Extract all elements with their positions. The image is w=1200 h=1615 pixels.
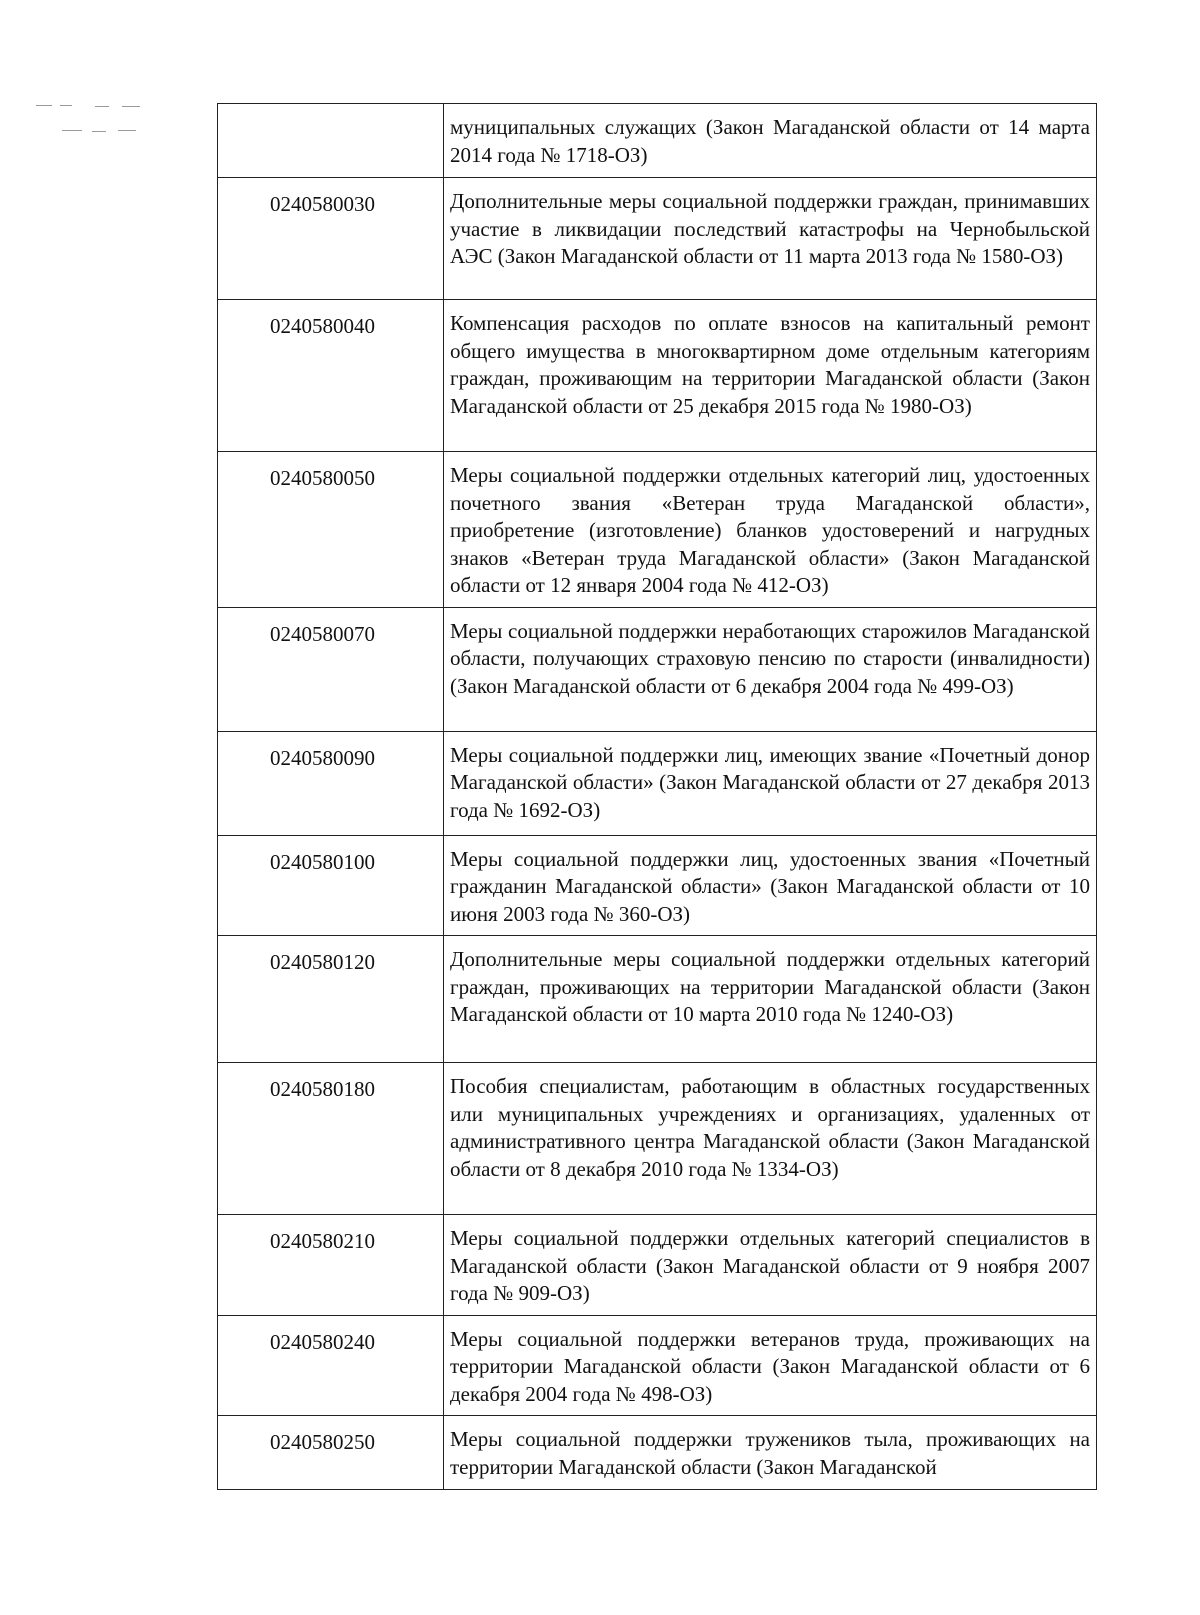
row-code: 0240580050 bbox=[270, 466, 375, 490]
row-code: 0240580030 bbox=[270, 192, 375, 216]
budget-items-table bbox=[217, 103, 1097, 1490]
row-code: 0240580240 bbox=[270, 1329, 375, 1354]
table-row bbox=[218, 607, 1097, 731]
row-description: Меры социальной поддержки ветеранов труда, проживающих на территории Магаданской области (Закон Магаданской области от 6 декабря 2004 года № 498-ОЗ) bbox=[450, 1326, 1090, 1406]
table-row bbox=[218, 452, 1097, 608]
table-row bbox=[218, 835, 1097, 936]
row-code: 0240580210 bbox=[270, 1229, 375, 1253]
row-code bbox=[218, 104, 443, 116]
row-description: Компенсация расходов по оплате взносов на капитальный ремонт общего имущества в многоквартирном доме отдельным категориям граждан, проживающим на территории Магаданской области (Закон Магаданской области от 25 декабря 2015 года № 1980-ОЗ) bbox=[450, 311, 1090, 418]
table-row bbox=[218, 1416, 1097, 1490]
table-row bbox=[218, 1215, 1097, 1316]
table-row bbox=[218, 300, 1097, 452]
table-row bbox=[218, 104, 1097, 178]
row-description: Меры социальной поддержки отдельных категорий лиц, удостоенных почетного звания «Ветеран труда Магаданской области», приобретение (изготовление) бланков удостоверений и нагрудных знаков «Ветеран труда Магаданской области» (Закон Магаданской области от 12 января 2004 года № 412-ОЗ) bbox=[450, 463, 1090, 597]
row-description: Пособия специалистам, работающим в областных государственных или муниципальных учреждениях и организациях, удаленных от административного центра Магаданской области (Закон Магаданской области от 8 декабря 2010 года № 1334-ОЗ) bbox=[450, 1074, 1090, 1181]
row-code: 0240580070 bbox=[270, 621, 375, 646]
table-row bbox=[218, 936, 1097, 1063]
table-row bbox=[218, 1063, 1097, 1215]
row-description: Дополнительные меры социальной поддержки отдельных категорий граждан, проживающих на территории Магаданской области (Закон Магаданской области от 10 марта 2010 года № 1240-ОЗ) bbox=[450, 947, 1090, 1026]
row-code: 0240580250 bbox=[270, 1430, 375, 1454]
row-code: 0240580120 bbox=[270, 950, 375, 974]
row-code: 0240580100 bbox=[270, 849, 375, 874]
row-description: муниципальных служащих (Закон Магаданской области от 14 марта 2014 года № 1718-ОЗ) bbox=[450, 115, 1090, 167]
row-description: Меры социальной поддержки неработающих старожилов Магаданской области, получающих страховую пенсию по старости (инвалидности) (Закон Магаданской области от 6 декабря 2004 года № 499-ОЗ) bbox=[450, 618, 1090, 698]
table-row bbox=[218, 731, 1097, 835]
row-code: 0240580090 bbox=[270, 745, 375, 770]
row-description: Меры социальной поддержки лиц, удостоенных звания «Почетный гражданин Магаданской области» (Закон Магаданской области от 10 июня 2003 года № 360-ОЗ) bbox=[450, 846, 1090, 926]
row-code: 0240580040 bbox=[270, 314, 375, 338]
row-description: Меры социальной поддержки лиц, имеющих звание «Почетный донор Магаданской области» (Закон Магаданской области от 27 декабря 2013 года № 1692-ОЗ) bbox=[450, 742, 1090, 822]
row-description: Меры социальной поддержки тружеников тыла, проживающих на территории Магаданской области (Закон Магаданской bbox=[450, 1427, 1090, 1479]
row-description: Меры социальной поддержки отдельных категорий специалистов в Магаданской области (Закон Магаданской области от 9 ноября 2007 года № 909-ОЗ) bbox=[450, 1226, 1090, 1305]
table-row bbox=[218, 1315, 1097, 1416]
row-description: Дополнительные меры социальной поддержки граждан, принимавших участие в ликвидации последствий катастрофы на Чернобыльской АЭС (Закон Магаданской области от 11 марта 2013 года № 1580-ОЗ) bbox=[450, 189, 1090, 268]
table-row bbox=[218, 178, 1097, 300]
row-code: 0240580180 bbox=[270, 1077, 375, 1101]
